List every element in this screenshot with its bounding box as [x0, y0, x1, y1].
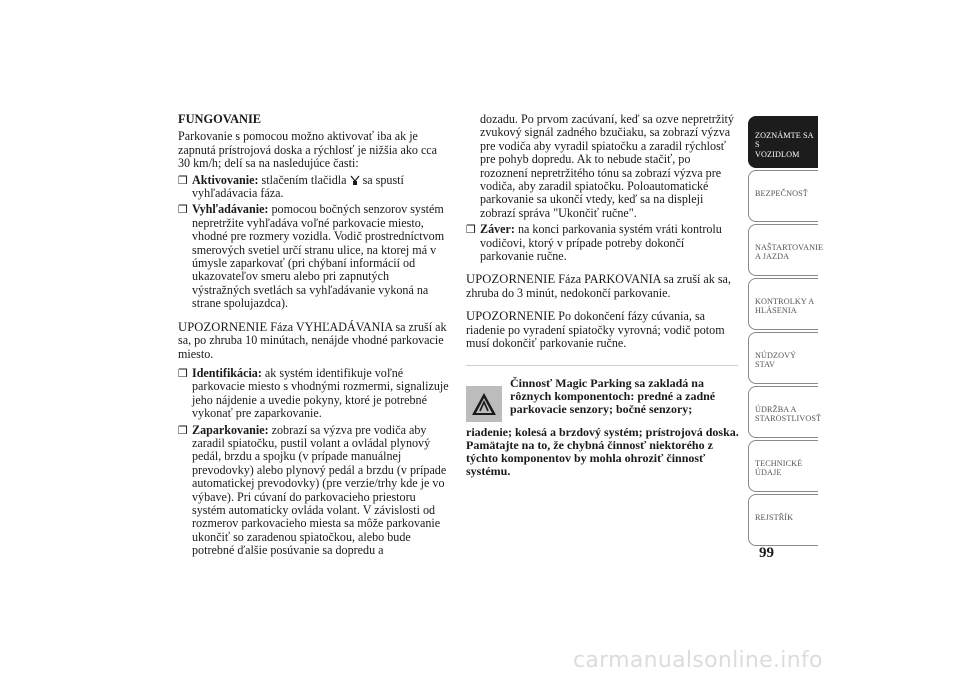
bullet-label: Záver: — [480, 222, 515, 237]
tab-label: REJSTŘÍK — [755, 513, 794, 522]
tab-bezpecnost[interactable] — [748, 170, 818, 222]
checkbox-bullet-icon: ❒ — [178, 173, 188, 187]
tab-technicke-udaje[interactable] — [748, 440, 818, 492]
tab-nastartovanie[interactable] — [748, 224, 824, 276]
page-number: 99 — [759, 545, 774, 561]
bullet-label: Identifikácia: — [192, 365, 262, 380]
bullet-text: sa spustí vyhľadávacia fáza. — [192, 172, 404, 201]
note-text: Fáza VYHĽADÁVANIA sa zruší ak sa, po zhruba 10 minútach, nenájde vhodné parkovacie miesto. — [178, 319, 447, 361]
bullet-aktivovanie — [178, 174, 450, 201]
warning-text: riadenie; kolesá a brzdový systém; prístrojová doska. Pamätajte na to, že chybná činnosť niektorého z týchto komponentov by mohla ohroziť činnosť systému. — [466, 424, 739, 479]
divider — [466, 365, 738, 366]
tab-label: NÚDZOVÝ STAV — [755, 351, 797, 370]
warning-icon — [466, 386, 502, 422]
note-label: UPOZORNENIE — [466, 272, 556, 287]
checkbox-bullet-icon: ❒ — [466, 223, 476, 237]
right-column — [466, 113, 740, 478]
note-text: Fáza PARKOVANIA sa zruší ak sa, zhruba do 3 minút, nedokončí parkovanie. — [466, 272, 731, 300]
section-heading: FUNGOVANIE — [178, 112, 262, 126]
bullet-identifikacia — [178, 367, 450, 421]
tab-kontrolky[interactable] — [748, 278, 818, 330]
checkbox-bullet-icon: ❒ — [178, 366, 188, 380]
tab-zoznamte-sa[interactable] — [748, 116, 818, 168]
checkbox-bullet-icon: ❒ — [178, 423, 188, 437]
warning-text-indented: Činnosť Magic Parking sa zakladá na rôznych komponentoch: predné a zadné parkovacie senzory; bočné senzory; — [510, 375, 716, 416]
tab-rejstrik[interactable] — [748, 494, 818, 546]
bullet-vyhladavanie — [178, 203, 450, 310]
bullet-text: pomocou bočných senzorov systém nepretržite vyhľadáva voľné parkovacie miesto, vhodné pre rozmery vozidla. Vodič prostredníctvom smerových svetiel určí stranu ulice, na ktorej má v úmysle zaparkovať (pri chýbaní informácií od ukazovateľov smeru alebo pri zapnutých výstražných svetlách sa vyhľadávanie vykoná na strane spolujazdca). — [192, 202, 445, 311]
chapter-tabs — [748, 116, 824, 548]
tab-label: NAŠTARTOVANIE A JAZDA — [755, 243, 824, 262]
bullet-zaparkovanie — [178, 424, 450, 558]
bullet-label: Zaparkovanie: — [192, 422, 269, 437]
note-label: UPOZORNENIE — [466, 309, 556, 324]
tab-label: BEZPEČNOSŤ — [755, 189, 808, 198]
intro-paragraph: Parkovanie s pomocou možno aktivovať iba ak je zapnutá prístrojová doska a rýchlosť je nižšia ako cca 30 km/h; delí sa na nasledujúce časti: — [178, 129, 438, 171]
bullet-text: na konci parkovania systém vráti kontrolu vodičovi, ktorý v prípade potreby dokončí parkovanie ručne. — [480, 222, 722, 264]
bullet-label: Vyhľadávanie: — [192, 202, 269, 217]
tab-label: TECHNICKÉ ÚDAJE — [755, 459, 803, 478]
note-cuvania — [466, 310, 740, 350]
tab-label: ÚDRŽBA A STAROSTLIVOSŤ — [755, 405, 822, 424]
bullet-text: zobrazí sa výzva pre vodiča aby zaradil spiatočku, pustil volant a ovládal plynový pedál, brzdu a spojku (v prípade manuálnej prevodovky) alebo plynový pedál a brzdu (v prípade automatickej prevodovky) (pre verzie/trhy kde je vo výbave). Pri cúvaní do parkovacieho priestoru systém automaticky ovláda volant. V závislosti od rozmerov parkovacieho miesta sa môže parkovanie ukončiť so zaradenou spiatočkou, alebo bude potrebné ďalšie posúvanie sa dopredu a — [192, 422, 447, 558]
note-parkovania — [466, 273, 740, 300]
note-vyhladavanie — [178, 321, 450, 361]
tab-nudzovy-stav[interactable] — [748, 332, 818, 384]
tab-label: KONTROLKY A HLÁSENIA — [755, 297, 815, 316]
warning-box — [466, 376, 740, 479]
tab-label: ZOZNÁMTE SA S VOZIDLOM — [755, 131, 814, 159]
continuation-paragraph: dozadu. Po prvom zacúvaní, keď sa ozve nepretržitý zvukový signál zadného bzučiaku, sa zobrazí výzva pre vodiča aby vyradil spiatočku a zaradil rýchlosť pre pohyb dopredu. Ak to nebude stačiť, po rozoznení nepretržitého tónu sa zobrazí výzva pre vodiča, aby zaradil spiatočku. Poloautomatické parkovanie sa ukončí vtedy, keď sa na displeji zobrazí správa "Ukončiť ručne". — [480, 112, 734, 220]
note-label: UPOZORNENIE — [178, 319, 268, 334]
bullet-text: ak systém identifikuje voľné parkovacie miesto s vhodnými rozmermi, signalizuje jeho nájdenie a uvedie pokyny, ktoré je potrebné vykonať pre zaparkovanie. — [192, 365, 449, 421]
parking-assist-icon — [350, 175, 360, 186]
bullet-label: Aktivovanie: — [192, 172, 259, 187]
note-text: Po dokončení fázy cúvania, sa riadenie po vyradení spiatočky vyrovná; vodič potom musí dokončiť parkovanie ručne. — [466, 309, 725, 351]
watermark: carmanualsonline.info — [573, 648, 823, 673]
bullet-zaver — [466, 223, 740, 263]
left-column — [178, 113, 450, 561]
tab-udrzba[interactable] — [748, 386, 822, 438]
bullet-text: stlačením tlačidla — [261, 172, 347, 187]
checkbox-bullet-icon: ❒ — [178, 203, 188, 217]
